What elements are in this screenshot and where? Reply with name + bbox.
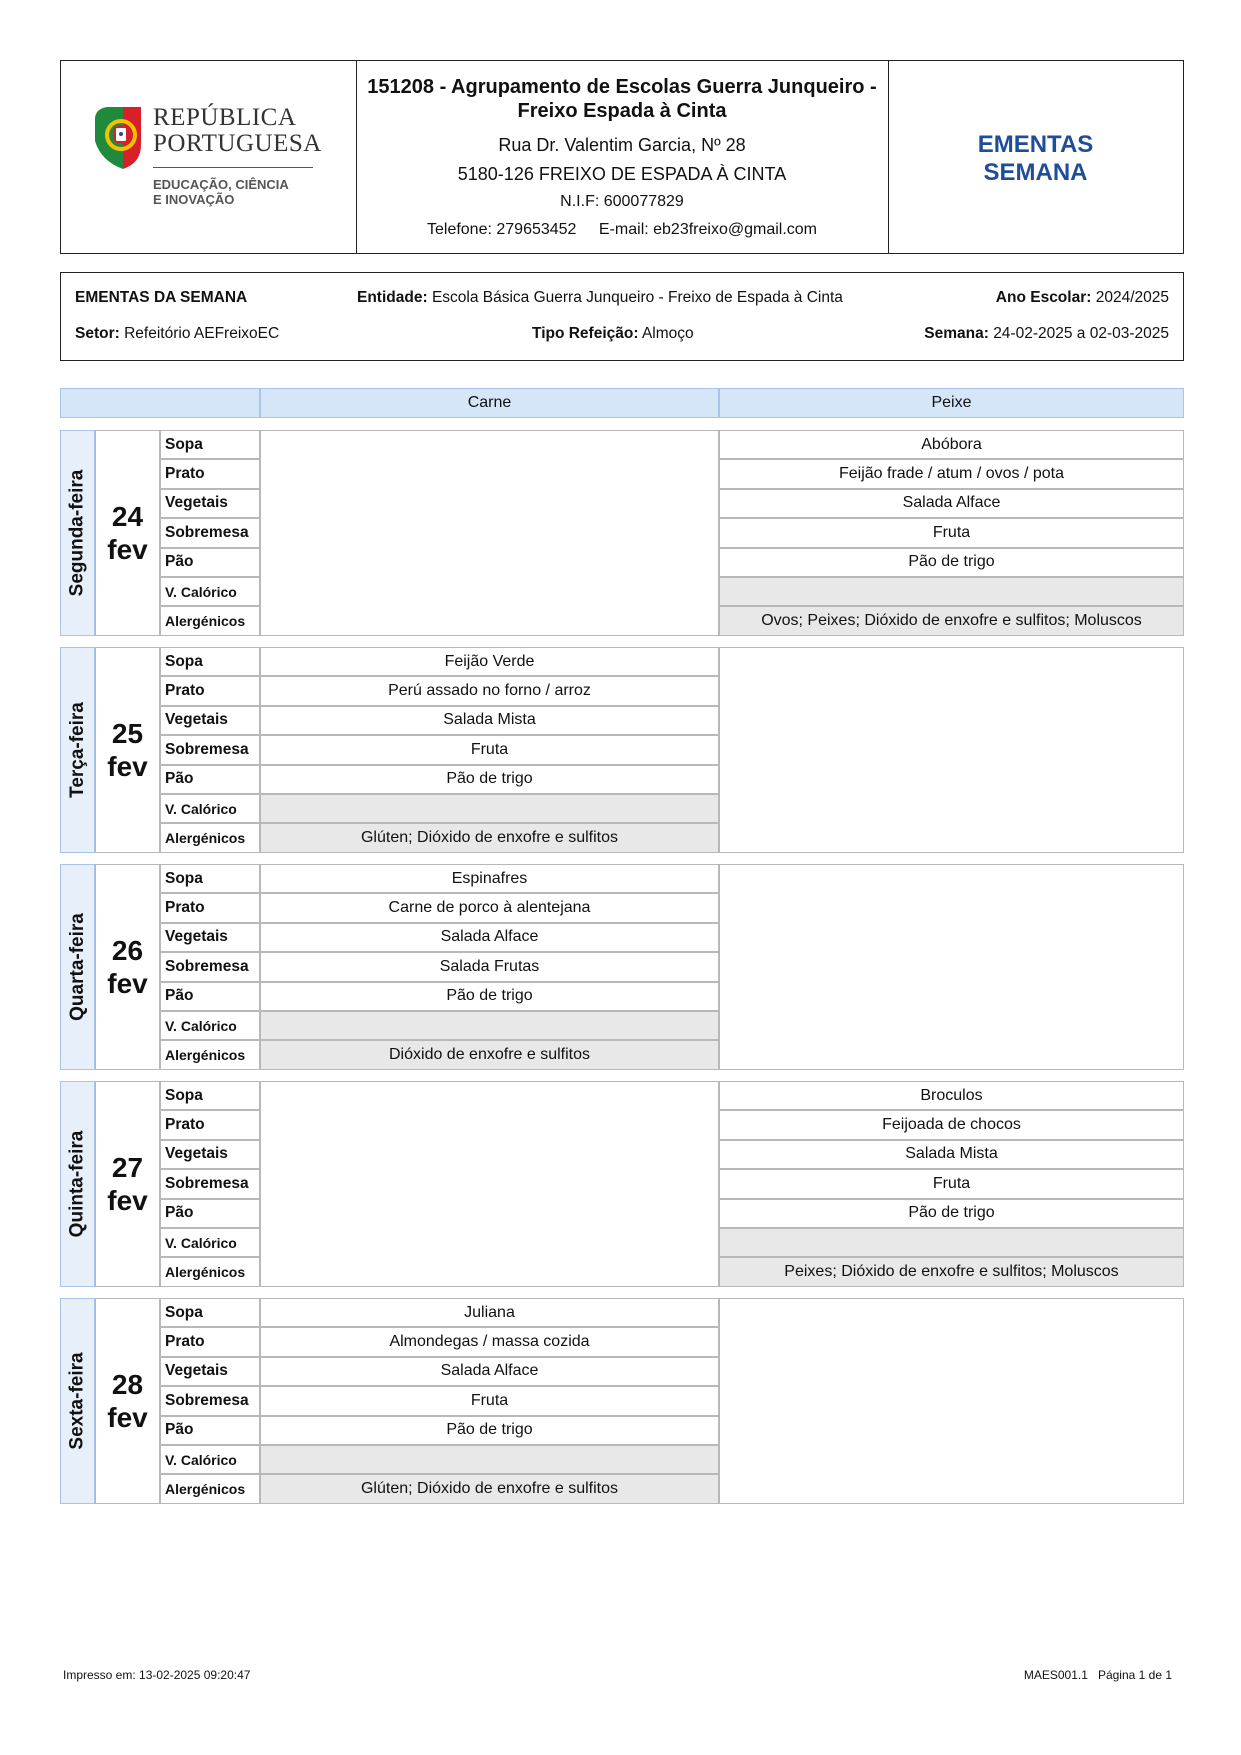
menu-cell-peixe: Pão de trigo [719, 1199, 1184, 1228]
school-contacts [356, 221, 888, 239]
menu-cell-carne: Salada Alface [260, 923, 719, 952]
info-entity: Entidade: Escola Básica Guerra Junqueiro - Freixo de Espada à Cinta [357, 289, 843, 306]
printed-date: Impresso em: 13-02-2025 09:20:47 [63, 1668, 251, 1682]
day-month: fev [107, 750, 148, 782]
day-name: Terça-feira [66, 702, 88, 798]
row-label: Pão [160, 1199, 260, 1228]
column-header-blank [60, 388, 260, 418]
row-label: Prato [160, 676, 260, 705]
row-label: Sobremesa [160, 518, 260, 547]
row-label: Pão [160, 765, 260, 794]
menu-cell-carne [260, 1011, 719, 1040]
row-label: Sopa [160, 1081, 260, 1110]
logo-wordmark: REPÚBLICA PORTUGUESA [153, 104, 322, 157]
row-label: Alergénicos [160, 1040, 260, 1069]
row-label: Prato [160, 893, 260, 922]
row-label: Pão [160, 548, 260, 577]
coat-of-arms-icon [93, 105, 143, 171]
menu-cell-carne: Pão de trigo [260, 765, 719, 794]
menu-cell-carne: Salada Alface [260, 1357, 719, 1386]
day-month: fev [107, 1184, 148, 1216]
info-school-year: Ano Escolar: 2024/2025 [995, 289, 1169, 306]
menu-cell-peixe: Salada Mista [719, 1140, 1184, 1169]
row-label: Vegetais [160, 489, 260, 518]
day-date [95, 430, 160, 636]
menu-cell-carne: Espinafres [260, 864, 719, 893]
menu-cell-carne: Glúten; Dióxido de enxofre e sulfitos [260, 823, 719, 852]
page-footer [1024, 1668, 1172, 1682]
info-sector: Setor: Refeitório AEFreixoEC [75, 325, 280, 342]
row-label: V. Calórico [160, 1228, 260, 1257]
row-label: Alergénicos [160, 823, 260, 852]
document-header [60, 60, 1184, 254]
day-number: 28 [111, 1368, 144, 1400]
row-label: Alergénicos [160, 606, 260, 635]
school-phone: Telefone: 279653452 [426, 221, 577, 238]
school-nif: N.I.F: 600077829 [560, 193, 684, 210]
school-info [356, 61, 889, 253]
row-label: Sopa [160, 430, 260, 459]
day-name: Quinta-feira [66, 1130, 88, 1238]
page-number: Página 1 de 1 [1097, 1668, 1172, 1682]
row-label: Sobremesa [160, 1386, 260, 1415]
info-meal-type: Tipo Refeição: Almoço [532, 325, 694, 342]
school-email: E-mail: eb23freixo@gmail.com [598, 221, 817, 238]
row-label: Vegetais [160, 923, 260, 952]
empty-peixe-cell [719, 864, 1184, 1070]
empty-carne-cell [260, 430, 719, 636]
row-label: Prato [160, 459, 260, 488]
day-number: 26 [111, 934, 144, 966]
menu-cell-peixe: Fruta [719, 518, 1184, 547]
menu-cell-peixe: Ovos; Peixes; Dióxido de enxofre e sulfitos; Moluscos [719, 606, 1184, 635]
menu-cell-carne: Feijão Verde [260, 647, 719, 676]
menu-cell-carne: Fruta [260, 735, 719, 764]
row-label: Vegetais [160, 706, 260, 735]
row-label: Pão [160, 1416, 260, 1445]
menu-cell-carne [260, 794, 719, 823]
logo-area [61, 61, 357, 253]
day-number: 27 [111, 1151, 144, 1183]
school-postal: 5180-126 FREIXO DE ESPADA À CINTA [457, 164, 787, 184]
menu-cell-carne: Perú assado no forno / arroz [260, 676, 719, 705]
menu-cell-carne: Salada Mista [260, 706, 719, 735]
menu-cell-carne: Carne de porco à alentejana [260, 893, 719, 922]
row-label: Sopa [160, 647, 260, 676]
empty-peixe-cell [719, 1298, 1184, 1504]
column-header-carne: Carne [260, 388, 719, 418]
menu-cell-carne: Juliana [260, 1298, 719, 1327]
menu-cell-peixe: Broculos [719, 1081, 1184, 1110]
row-label: V. Calórico [160, 577, 260, 606]
empty-carne-cell [260, 1081, 719, 1287]
day-number: 25 [111, 717, 144, 749]
menu-cell-peixe: Pão de trigo [719, 548, 1184, 577]
day-name-cell [60, 864, 95, 1070]
row-label: Sopa [160, 1298, 260, 1327]
day-date [95, 1081, 160, 1287]
title-line-2: SEMANA [983, 159, 1088, 186]
day-month: fev [107, 967, 148, 999]
day-name-cell [60, 430, 95, 636]
day-name-cell [60, 647, 95, 853]
menu-cell-carne [260, 1445, 719, 1474]
document-code: MAES001.1 [1023, 1668, 1088, 1682]
row-label: Pão [160, 982, 260, 1011]
menu-cell-peixe [719, 1228, 1184, 1257]
row-label: Vegetais [160, 1357, 260, 1386]
info-week: Semana: 24-02-2025 a 02-03-2025 [924, 325, 1169, 342]
row-label: Alergénicos [160, 1474, 260, 1503]
row-label: Prato [160, 1327, 260, 1356]
row-label: Sobremesa [160, 952, 260, 981]
row-label: V. Calórico [160, 794, 260, 823]
day-name-cell [60, 1298, 95, 1504]
menu-cell-peixe: Abóbora [719, 430, 1184, 459]
menu-cell-peixe: Feijoada de chocos [719, 1110, 1184, 1139]
row-label: Sobremesa [160, 1169, 260, 1198]
info-label: EMENTAS DA SEMANA [75, 289, 248, 306]
logo-ministry: EDUCAÇÃO, CIÊNCIA E INOVAÇÃO [153, 177, 289, 207]
row-label: Vegetais [160, 1140, 260, 1169]
title-line-1: EMENTAS [977, 131, 1094, 158]
menu-cell-carne: Dióxido de enxofre e sulfitos [260, 1040, 719, 1069]
day-name: Quarta-feira [66, 913, 88, 1021]
empty-peixe-cell [719, 647, 1184, 853]
menu-cell-carne: Salada Frutas [260, 952, 719, 981]
menu-cell-carne: Pão de trigo [260, 1416, 719, 1445]
menu-cell-peixe: Feijão frade / atum / ovos / pota [719, 459, 1184, 488]
day-number: 24 [111, 500, 144, 532]
menu-cell-carne: Glúten; Dióxido de enxofre e sulfitos [260, 1474, 719, 1503]
school-name: 151208 - Agrupamento de Escolas Guerra Junqueiro - Freixo Espada à Cinta [367, 76, 877, 122]
menu-cell-peixe: Fruta [719, 1169, 1184, 1198]
menu-cell-peixe: Salada Alface [719, 489, 1184, 518]
day-name-cell [60, 1081, 95, 1287]
day-date [95, 1298, 160, 1504]
document-title [888, 61, 1183, 253]
menu-cell-carne: Pão de trigo [260, 982, 719, 1011]
menu-cell-carne: Almondegas / massa cozida [260, 1327, 719, 1356]
day-date [95, 864, 160, 1070]
menu-cell-peixe [719, 577, 1184, 606]
logo-divider [153, 167, 313, 168]
menu-cell-carne: Fruta [260, 1386, 719, 1415]
day-name: Sexta-feira [66, 1352, 88, 1450]
day-name: Segunda-feira [66, 469, 88, 597]
day-month: fev [107, 1401, 148, 1433]
row-label: V. Calórico [160, 1011, 260, 1040]
menu-cell-peixe: Peixes; Dióxido de enxofre e sulfitos; Moluscos [719, 1257, 1184, 1286]
row-label: Sobremesa [160, 735, 260, 764]
menu-info [60, 272, 1184, 361]
school-address: Rua Dr. Valentim Garcia, Nº 28 [498, 135, 746, 155]
day-date [95, 647, 160, 853]
column-header-peixe: Peixe [719, 388, 1184, 418]
day-month: fev [107, 533, 148, 565]
row-label: Sopa [160, 864, 260, 893]
row-label: Alergénicos [160, 1257, 260, 1286]
row-label: Prato [160, 1110, 260, 1139]
row-label: V. Calórico [160, 1445, 260, 1474]
